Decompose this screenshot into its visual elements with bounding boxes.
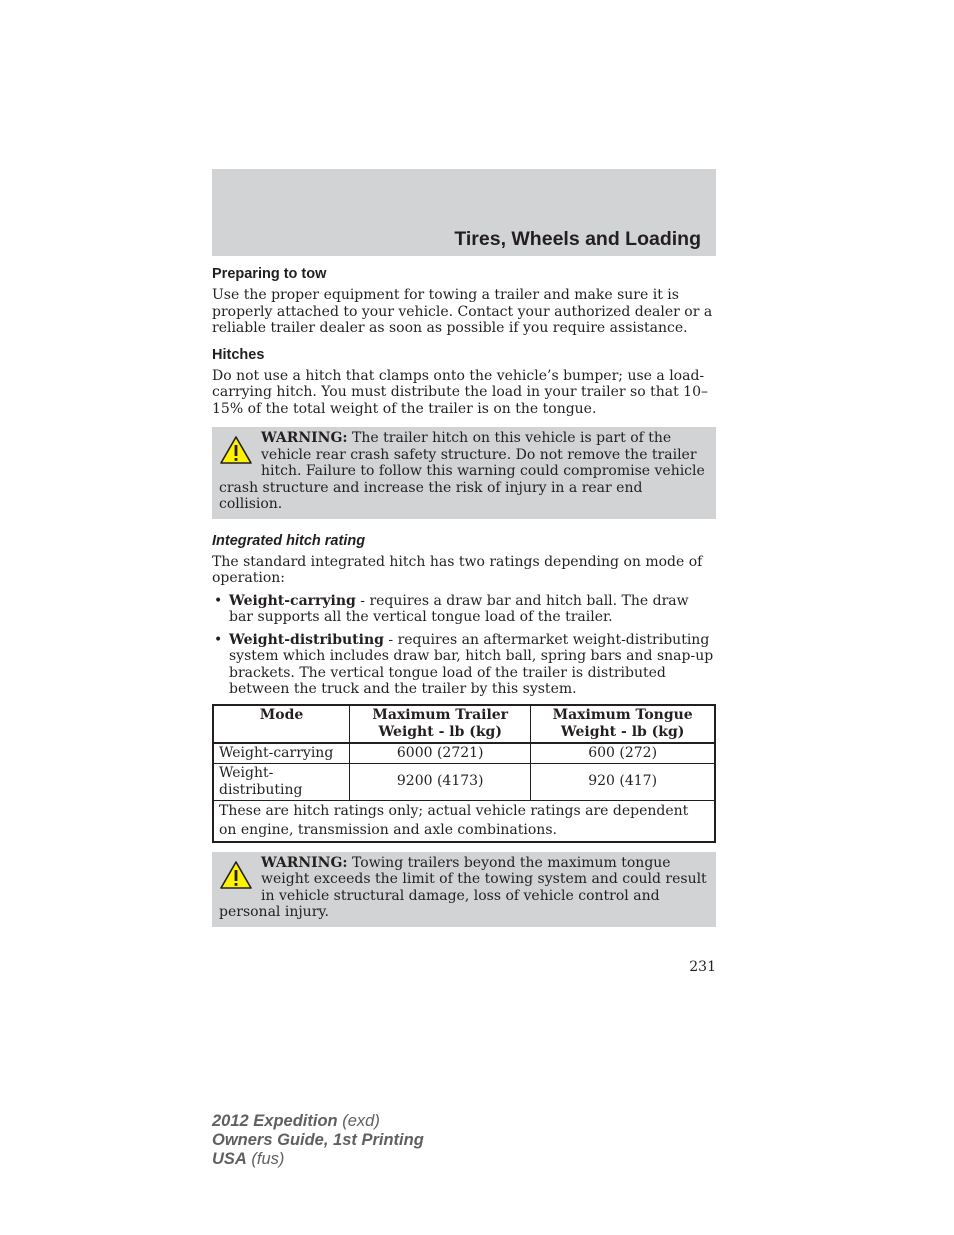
- paragraph-hitches: Do not use a hitch that clamps onto the vehicle’s bumper; use a load-carrying hitch. You must distribute the load in your trailer so that 10–15% of the total weight of the trailer is on the tongue.: [212, 367, 708, 417]
- table-header-max-tongue: Maximum Tongue Weight - lb (kg): [531, 705, 715, 743]
- footer-model: 2012 Expedition: [212, 1112, 338, 1130]
- warning-box-tongue-weight: [212, 852, 716, 927]
- hitch-rating-table: [212, 704, 716, 843]
- list-item-text: - requires an aftermarket weight-distributing system which includes draw bar, hitch ball, spring bars and snap-up brackets. The vertical tongue load of the trailer is distributed between the truck and the trailer by this system.: [229, 631, 714, 697]
- warning-label: WARNING:: [261, 854, 348, 871]
- heading-integrated-hitch-rating: Integrated hitch rating: [212, 532, 366, 549]
- footer-market: USA: [212, 1150, 247, 1168]
- page-number: 231: [689, 959, 716, 975]
- table-cell-trailer: 6000 (2721): [350, 743, 531, 764]
- section-header-band: [212, 169, 716, 256]
- table-row: [213, 743, 715, 764]
- paragraph-integrated-intro: The standard integrated hitch has two ratings depending on mode of operation:: [212, 553, 703, 586]
- footer-edition-info: [212, 1112, 424, 1169]
- list-item: • Weight-carrying - requires a draw bar and hitch ball. The draw bar supports all the vertical tongue load of the trailer.: [214, 592, 689, 625]
- footer-market-code: (fus): [246, 1150, 285, 1168]
- warning-triangle-icon: [219, 860, 253, 890]
- ratings-list: [212, 593, 716, 698]
- heading-hitches: Hitches: [212, 346, 265, 363]
- page-content: [212, 266, 716, 941]
- table-header-max-trailer: Maximum Trailer Weight - lb (kg): [350, 705, 531, 743]
- footer-guide: Owners Guide, 1st Printing: [212, 1131, 424, 1149]
- table-header-mode: Mode: [213, 705, 350, 743]
- section-title: Tires, Wheels and Loading: [454, 228, 701, 250]
- list-item-text: - requires a draw bar and hitch ball. The draw bar supports all the vertical tongue load of the trailer.: [229, 592, 689, 625]
- paragraph-preparing-to-tow: Use the proper equipment for towing a trailer and make sure it is properly attached to your vehicle. Contact your authorized dealer or a reliable trailer dealer as soon as possible if you require assistance.: [212, 287, 713, 336]
- table-header-row: [213, 705, 715, 743]
- warning-triangle-icon: [219, 435, 253, 465]
- table-note: These are hitch ratings only; actual vehicle ratings are dependent on engine, transmission and axle combinations.: [213, 800, 715, 842]
- list-item-term: Weight-distributing: [229, 631, 384, 648]
- list-item-term: Weight-carrying: [229, 592, 356, 609]
- warning-text: Towing trailers beyond the maximum tongue weight exceeds the limit of the towing system and could result in vehicle structural damage, loss of vehicle control and personal injury.: [219, 854, 707, 920]
- warning-box-hitch: [212, 427, 716, 519]
- table-cell-tongue: 920 (417): [531, 763, 715, 800]
- table-note-row: [213, 800, 715, 842]
- warning-label: WARNING:: [261, 430, 348, 446]
- table-cell-trailer: 9200 (4173): [350, 763, 531, 800]
- table-cell-tongue: 600 (272): [531, 743, 715, 764]
- table-cell-mode: Weight-carrying: [213, 743, 350, 764]
- heading-preparing-to-tow: Preparing to tow: [212, 266, 327, 282]
- footer-model-code: (exd): [337, 1112, 380, 1130]
- table-row: [213, 763, 715, 800]
- list-item: • Weight-distributing - requires an aftermarket weight-distributing system which includes draw bar, hitch ball, spring bars and snap-up brackets. The vertical tongue load of the trailer is distributed between the truck and the trailer by this system.: [214, 631, 714, 697]
- warning-text: The trailer hitch on this vehicle is part of the vehicle rear crash safety structure. Do not remove the trailer hitch. Failure to follow this warning could compromise vehicle crash structure and increase the risk of injury in a rear end collision.: [219, 430, 705, 512]
- table-cell-mode: Weight-distributing: [213, 763, 350, 800]
